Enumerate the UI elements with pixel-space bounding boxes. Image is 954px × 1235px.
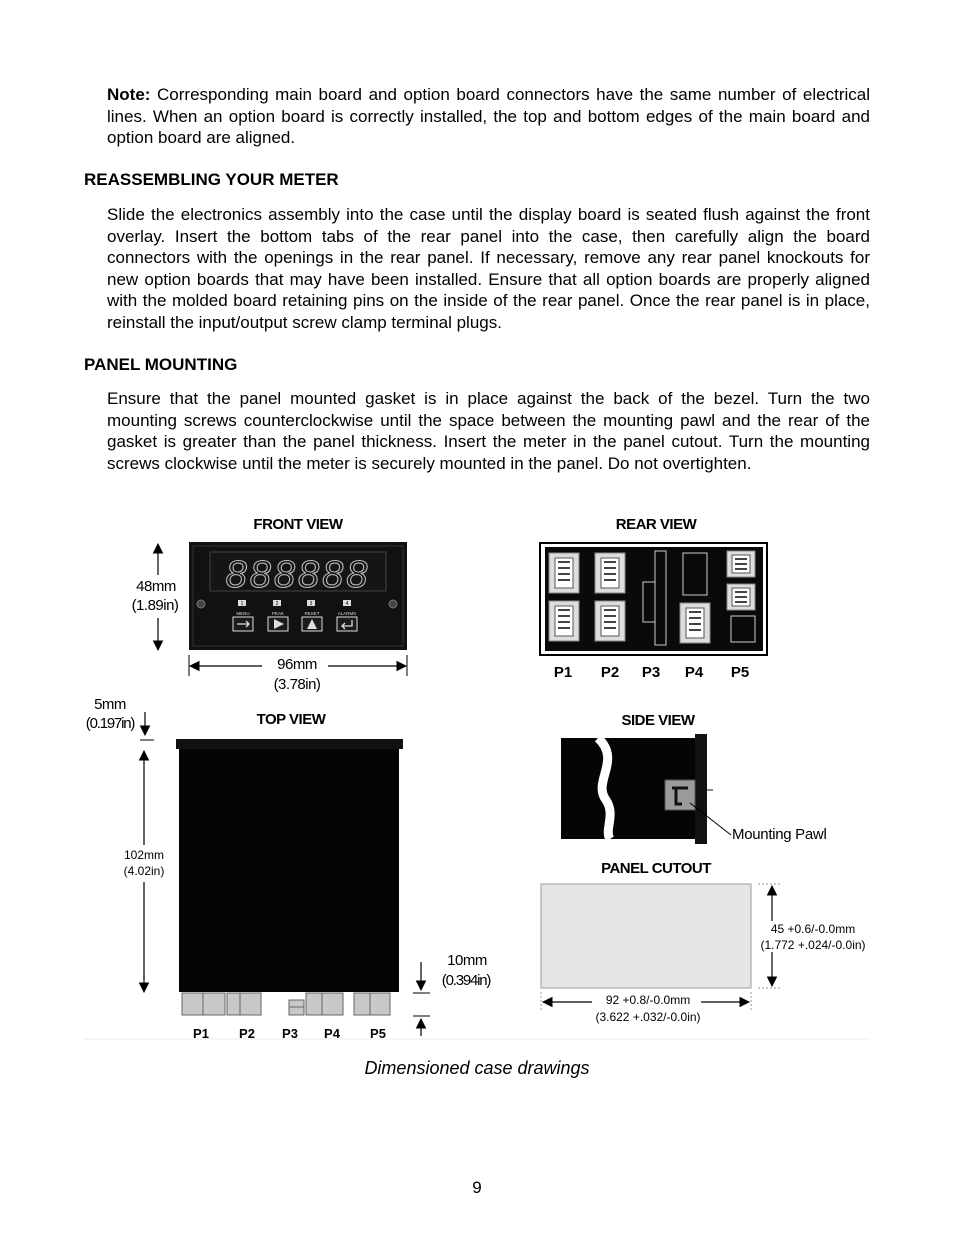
heading-reassembling: REASSEMBLING YOUR METER xyxy=(84,170,339,189)
top-port-p2: P2 xyxy=(239,1026,255,1041)
svg-text:4: 4 xyxy=(345,601,349,607)
svg-text:PEAK: PEAK xyxy=(271,611,285,616)
reassembling-paragraph: Slide the electronics assembly into the case until the display board is seated flush against the front overlay. Insert the bottom tabs of the rear panel into the case, then carefully align the board connectors with the openings in the rear panel. If necessary, remove any rear panel knockouts for new option boards that may have been installed. Ensure that all option boards are properly aligned with the molded board retaining pins on the inside of the rear panel. Once the rear panel is in place, reinstall the input/output screw clamp terminal plugs. xyxy=(107,205,870,332)
panel-cutout-title: PANEL CUTOUT xyxy=(601,860,711,877)
front-view-title: FRONT VIEW xyxy=(253,516,343,533)
front-view xyxy=(132,516,407,693)
led-display-digits: 888888 xyxy=(225,554,371,596)
rear-port-p1: P1 xyxy=(553,664,573,681)
top-view-terminals xyxy=(182,993,390,1015)
rear-port-p5: P5 xyxy=(730,664,750,681)
rear-port-p2: P2 xyxy=(600,664,620,681)
page-number: 9 xyxy=(472,1178,482,1197)
cutout-width-mm: 92 +0.8/-0.0mm xyxy=(605,993,691,1007)
rear-port-p4: P4 xyxy=(684,664,704,681)
top-port-p1: P1 xyxy=(193,1026,209,1041)
cutout-width-in: (3.622 +.032/-0.0in) xyxy=(595,1010,701,1024)
side-view xyxy=(561,712,827,844)
top-view-case xyxy=(179,749,399,992)
note-label: Note: xyxy=(107,85,151,104)
cutout-height-mm: 45 +0.6/-0.0mm xyxy=(770,922,856,936)
top-port-p4: P4 xyxy=(324,1026,340,1041)
figure-caption: Dimensioned case drawings xyxy=(364,1058,590,1078)
mounting-pawl-label: Mounting Pawl xyxy=(732,826,827,843)
top-depth-mm: 102mm xyxy=(123,848,165,862)
front-height-in: (1.89in) xyxy=(131,597,179,614)
top-terminal-in: (0.394in) xyxy=(441,972,491,989)
bezel-screw-right xyxy=(389,600,397,608)
front-width-mm: 96mm xyxy=(277,656,317,673)
svg-text:MENU: MENU xyxy=(236,611,250,616)
top-port-p3: P3 xyxy=(282,1026,298,1041)
rear-view-title: REAR VIEW xyxy=(615,516,697,533)
front-width-in: (3.78in) xyxy=(273,676,321,693)
panel-cutout-shape xyxy=(541,884,751,988)
side-view-bezel xyxy=(695,734,707,844)
top-depth-in: (4.02in) xyxy=(123,864,165,878)
top-bezel-in: (0.197in) xyxy=(85,715,135,732)
bezel-screw-left xyxy=(197,600,205,608)
svg-text:1: 1 xyxy=(240,601,244,607)
heading-panel-mounting: PANEL MOUNTING xyxy=(84,355,238,374)
top-bezel-mm: 5mm xyxy=(94,696,126,713)
svg-text:3: 3 xyxy=(309,601,313,607)
side-view-title: SIDE VIEW xyxy=(621,712,695,729)
top-terminal-mm: 10mm xyxy=(447,952,487,969)
rear-port-p3: P3 xyxy=(641,664,661,681)
panel-cutout xyxy=(541,860,866,1024)
rear-view xyxy=(540,516,767,681)
top-view xyxy=(86,696,492,1041)
svg-text:RESET: RESET xyxy=(304,611,320,616)
cutout-height-in: (1.772 +.024/-0.0in) xyxy=(760,938,866,952)
rear-connector-p5 xyxy=(727,551,755,642)
note-text: Corresponding main board and option board connectors have the same number of electrical lines. When an option board is correctly installed, the top and bottom edges of the main board and option board are aligned. xyxy=(107,85,870,148)
top-view-bezel xyxy=(176,739,403,749)
top-port-p5: P5 xyxy=(370,1026,386,1041)
svg-text:2: 2 xyxy=(275,601,279,607)
top-view-title: TOP VIEW xyxy=(256,711,326,728)
panel-mounting-paragraph: Ensure that the panel mounted gasket is in place against the back of the bezel. Turn the two mounting screws counterclockwise until the space between the mounting pawl and the rear of the gasket is greater than the panel thickness. Insert the meter in the panel cutout. Turn the mounting screws clockwise until the meter is securely mounted in the panel. Do not overtighten. xyxy=(107,389,870,473)
front-height-mm: 48mm xyxy=(136,578,176,595)
svg-text:ALARMS: ALARMS xyxy=(337,611,357,616)
